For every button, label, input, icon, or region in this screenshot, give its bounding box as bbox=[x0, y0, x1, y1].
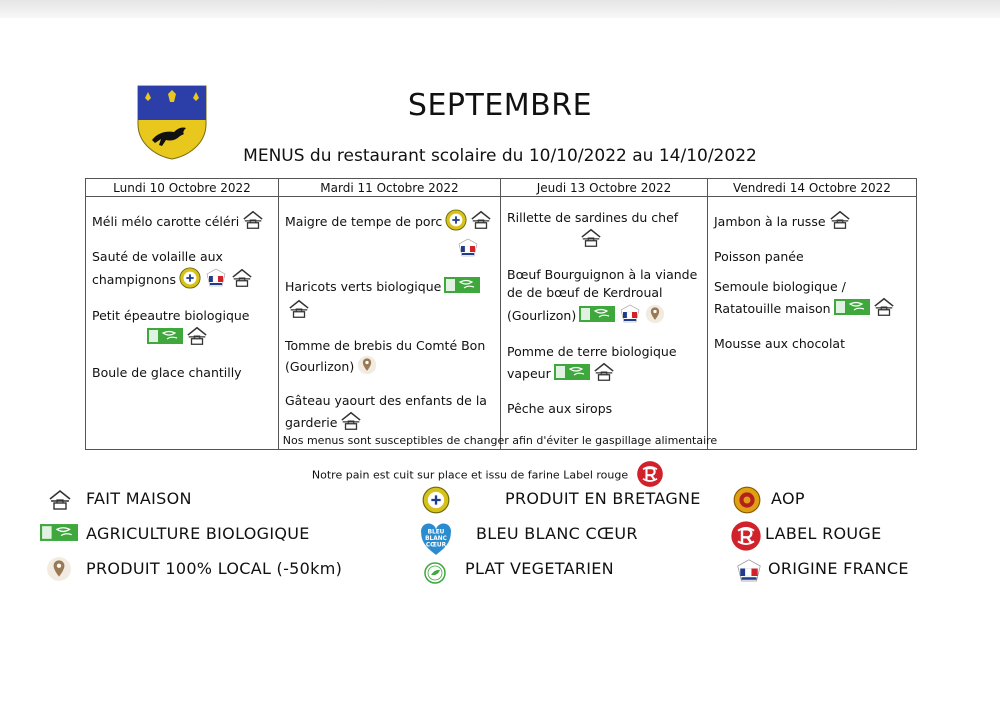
fait-maison-icon bbox=[186, 325, 208, 352]
produit-en-bretagne-icon bbox=[422, 486, 450, 518]
dish-item bbox=[507, 343, 701, 388]
produit-en-bretagne-icon bbox=[179, 267, 201, 294]
bread-note bbox=[0, 460, 988, 491]
weekly-menu-table bbox=[85, 178, 917, 450]
agriculture-biologique-icon bbox=[40, 524, 78, 545]
dish-name: Mousse aux chocolat bbox=[714, 336, 845, 351]
agriculture-biologique-icon bbox=[444, 277, 480, 298]
dish-item bbox=[714, 278, 910, 323]
origine-france-icon bbox=[618, 302, 642, 331]
page-subtitle: MENUS du restaurant scolaire du 10/10/2022 au 14/10/2022 bbox=[243, 146, 757, 166]
fait-maison-icon bbox=[288, 298, 310, 325]
legend-plat-vegetarien: PLAT VEGETARIEN bbox=[465, 559, 614, 578]
produit-local-icon bbox=[46, 556, 72, 586]
legend-label-rouge: LABEL ROUGE bbox=[765, 524, 882, 543]
bread-note-text: Notre pain est cuit sur place et issu de farine Label rouge bbox=[311, 468, 629, 482]
dish-name: Bœuf Bourguignon à la viande de de bœuf de Kerdroual (Gourlizon) bbox=[507, 267, 698, 323]
fait-maison-icon bbox=[829, 209, 851, 236]
dish-name: Petit épeautre biologique bbox=[92, 308, 250, 323]
fait-maison-icon bbox=[593, 361, 615, 388]
dish-name: Haricots verts biologique bbox=[285, 279, 442, 294]
legend-origine-france: ORIGINE FRANCE bbox=[768, 559, 909, 578]
dish-name: Méli mélo carotte céléri bbox=[92, 214, 240, 229]
dish-name: Jambon à la russe bbox=[714, 214, 826, 229]
day-header-tuesday: Mardi 11 Octobre 2022 bbox=[279, 179, 501, 197]
dish-item bbox=[92, 364, 272, 382]
dish-item bbox=[285, 209, 494, 265]
day-header-thursday: Jeudi 13 Octobre 2022 bbox=[501, 179, 708, 197]
dish-item bbox=[507, 209, 701, 254]
dish-name: Sauté de volaille aux champignons bbox=[92, 249, 223, 287]
window-top-bar bbox=[0, 0, 1000, 18]
day-column-thursday bbox=[501, 197, 708, 450]
produit-en-bretagne-icon bbox=[445, 209, 467, 236]
dish-name: Maigre de tempe de porc bbox=[285, 214, 443, 229]
dish-name: Pêche aux sirops bbox=[507, 401, 613, 416]
fait-maison-icon bbox=[340, 410, 362, 437]
produit-local-icon bbox=[645, 304, 665, 329]
dish-item bbox=[714, 335, 910, 353]
origine-france-icon bbox=[734, 556, 764, 590]
dish-name: Semoule biologique / Ratatouille maison bbox=[714, 279, 846, 316]
legend-fait-maison: FAIT MAISON bbox=[86, 489, 192, 508]
svg-text:CŒUR: CŒUR bbox=[425, 542, 447, 549]
plat-vegetarien-icon bbox=[423, 561, 447, 589]
svg-text:BLANC: BLANC bbox=[425, 536, 447, 543]
agriculture-biologique-icon bbox=[554, 364, 590, 385]
origine-france-icon bbox=[204, 266, 228, 295]
dish-name: Pomme de terre biologique vapeur bbox=[507, 344, 677, 381]
aop-icon bbox=[733, 486, 761, 518]
dish-item bbox=[92, 307, 272, 352]
dish-name: Tomme de brebis du Comté Bon (Gourlizon) bbox=[285, 338, 486, 374]
dish-item bbox=[507, 266, 701, 331]
dish-name: Rillette de sardines du chef bbox=[507, 210, 679, 225]
label-rouge-icon bbox=[730, 520, 762, 556]
dish-item bbox=[507, 400, 701, 418]
day-column-friday bbox=[708, 197, 917, 450]
legend-aop: AOP bbox=[771, 489, 805, 508]
fait-maison-icon bbox=[873, 296, 895, 323]
dish-item bbox=[92, 248, 272, 295]
fait-maison-icon bbox=[231, 267, 253, 294]
dish-item bbox=[714, 209, 910, 236]
dish-item bbox=[285, 277, 494, 325]
fait-maison-icon bbox=[580, 227, 602, 254]
legend-produit-bretagne: PRODUIT EN BRETAGNE bbox=[505, 489, 701, 508]
dish-item bbox=[714, 248, 910, 266]
day-column-monday bbox=[86, 197, 279, 450]
svg-text:BLEU: BLEU bbox=[427, 529, 445, 536]
day-column-tuesday bbox=[279, 197, 501, 450]
dish-name: Boule de glace chantilly bbox=[92, 365, 242, 380]
fait-maison-icon bbox=[48, 488, 72, 516]
fait-maison-icon bbox=[242, 209, 264, 236]
produit-local-icon bbox=[357, 355, 377, 380]
dish-item bbox=[92, 209, 272, 236]
fait-maison-icon bbox=[470, 209, 492, 236]
origine-france-icon bbox=[456, 236, 480, 265]
dish-item bbox=[285, 392, 494, 437]
waste-note: Nos menus sont susceptibles de changer afin d'éviter le gaspillage alimentaire bbox=[282, 434, 718, 447]
dish-item bbox=[285, 337, 494, 380]
agriculture-biologique-icon bbox=[147, 328, 183, 349]
label-rouge-icon bbox=[636, 460, 664, 491]
day-header-friday: Vendredi 14 Octobre 2022 bbox=[708, 179, 917, 197]
page-title: SEPTEMBRE bbox=[407, 88, 593, 123]
dish-name: Poisson panée bbox=[714, 249, 804, 264]
agriculture-biologique-icon bbox=[579, 306, 615, 327]
bleu-blanc-coeur-icon bbox=[420, 521, 452, 561]
day-header-monday: Lundi 10 Octobre 2022 bbox=[86, 179, 279, 197]
legend-bleu-blanc-coeur: BLEU BLANC CŒUR bbox=[476, 524, 638, 543]
legend-agriculture-bio: AGRICULTURE BIOLOGIQUE bbox=[86, 524, 310, 543]
dish-name: Gâteau yaourt des enfants de la garderie bbox=[285, 393, 487, 430]
agriculture-biologique-icon bbox=[834, 299, 870, 320]
legend-produit-local: PRODUIT 100% LOCAL (-50km) bbox=[86, 559, 343, 578]
